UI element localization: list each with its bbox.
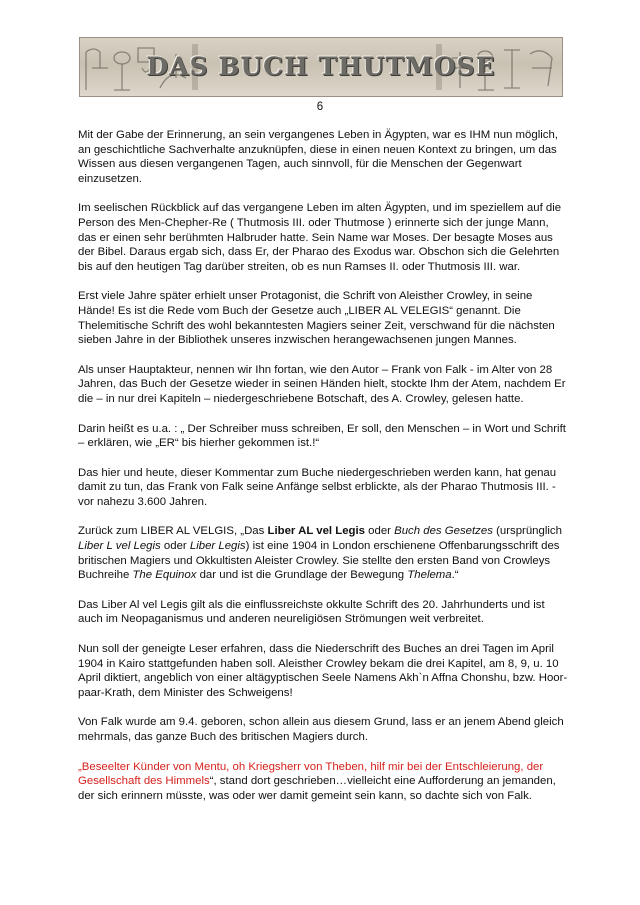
paragraph: Im seelischen Rückblick auf das vergangene Leben im alten Ägypten, und im speziellem auf die Person des Men-Chepher-Re ( Thutmosis III. oder Thutmose ) erinnerte sich der junge Mann, das er einen sehr berühmten Halbruder hatte. Sein Name war Moses. Der besagte Moses aus der Bibel. Daraus ergab sich, dass Er, der Pharao des Exodus war. Obschon sich die Gelehrten bis auf den heutigen Tag darüber streiten, ob es nun Ramses II. oder Thutmosis III. war. [78, 202, 562, 273]
text-segment: Liber Legis [189, 540, 246, 553]
paragraph: Darin heißt es u.a. : „ Der Schreiber muss schreiben, Er soll, den Menschen – in Wort und Schrift – erklären, wie „ER“ bis hierher gekommen ist.!“ [78, 422, 566, 450]
paragraph [78, 760, 568, 804]
text-segment: Buch des Gesetzes [394, 525, 493, 538]
text-segment: Liber AL vel Legis [267, 525, 365, 538]
text-segment: „Beseelter Künder von Mentu, oh Kriegsherr von Theben, hilf mir bei der Entschleierung, der Gesellschaft des Himmels [78, 760, 544, 788]
text-segment: Liber L vel Legis [78, 540, 161, 553]
text-segment: “, stand dort geschrieben…vielleicht eine Aufforderung an jemanden, der sich erinnern müsste, was oder wer damit gemeint sein kann, so dachte sich von Falk. [78, 775, 556, 802]
text-segment: dar und ist die Grundlage der Bewegung [196, 569, 408, 582]
text-segment: oder [364, 525, 395, 538]
text-segment: .“ [451, 569, 459, 582]
text-segment: The Equinox [132, 569, 197, 582]
paragraph: Als unser Hauptakteur, nennen wir Ihn fortan, wie den Autor – Frank von Falk - im Alter von 28 Jahren, das Buch der Gesetze wieder in seinen Händen hielt, stockte Ihm der Atem, nachdem Er die – in nur drei Kapiteln – niedergeschriebene Botschaft, des A. Crowley, gelesen hatte. [78, 363, 566, 405]
paragraph [78, 524, 568, 582]
text-segment: oder [160, 540, 190, 553]
page-number: 6 [316, 101, 324, 113]
header-banner [79, 37, 563, 97]
paragraph: Mit der Gabe der Erinnerung, an sein vergangenes Leben in Ägypten, war es IHM nun möglich, an geschichtliche Sachverhalte anzuknüpfen, diese in einen neuen Kontext zu bringen, um das Wissen aus diesen vergangenen Tagen, auch sinnvoll, für die Menschen der Gegenwart einzusetzen. [78, 129, 558, 185]
text-segment: (ursprünglich [492, 525, 562, 538]
text-segment: Thelema [407, 569, 452, 582]
text-segment: Zurück zum LIBER AL VELGIS, „Das [78, 525, 268, 538]
paragraph: Erst viele Jahre später erhielt unser Protagonist, die Schrift von Aleisther Crowley, in seine Hände! Es ist die Rede vom Buch der Gesetze auch „LIBER AL VELEGIS“ genannt. Die Thelemitische Schrift des wohl bekanntesten Magiers seiner Zeit, verschwand für die nächsten sieben Jahre in der Bibliothek unseres inzwischen herangewachsenen jungen Mannes. [78, 290, 555, 347]
document-body [78, 128, 568, 818]
book-title: DAS BUCH THUTMOSE [146, 52, 496, 81]
paragraph: Von Falk wurde am 9.4. geboren, schon allein aus diesem Grund, lass er an jenem Abend gleich mehrmals, das ganze Buch des britischen Magiers durch. [78, 716, 564, 743]
paragraph: Nun soll der geneigte Leser erfahren, dass die Niederschrift des Buches an drei Tagen im April 1904 in Kairo stattgefunden haben soll. Aleisther Crowley bekam die drei Kapitel, am 8, 9, u. 10 April diktiert, angeblich von einer altägyptischen Seele Namens Akh`n Affna Chonshu, bzw. Hoor-paar-Krath, dem Minister des Schweigens! [78, 643, 568, 699]
paragraph: Das hier und heute, dieser Kommentar zum Buche niedergeschrieben werden kann, hat genau damit zu tun, das Frank von Falk seine Anfänge selbst erblickte, als der Pharao Thutmosis III. - vor nahezu 3.600 Jahren. [78, 466, 557, 508]
paragraph: Das Liber Al vel Legis gilt als die einflussreichste okkulte Schrift des 20. Jahrhunderts und ist auch im Neopaganismus und anderen neureligiösen Strömungen weit verbreitet. [78, 598, 545, 626]
text-segment: ) ist eine 1904 in London erschienene Offenbarungsschrift des britischen Magiers und Okkultisten Aleister Crowley. Sie stellte den ersten Band von Crowleys Buchreihe [78, 540, 560, 582]
